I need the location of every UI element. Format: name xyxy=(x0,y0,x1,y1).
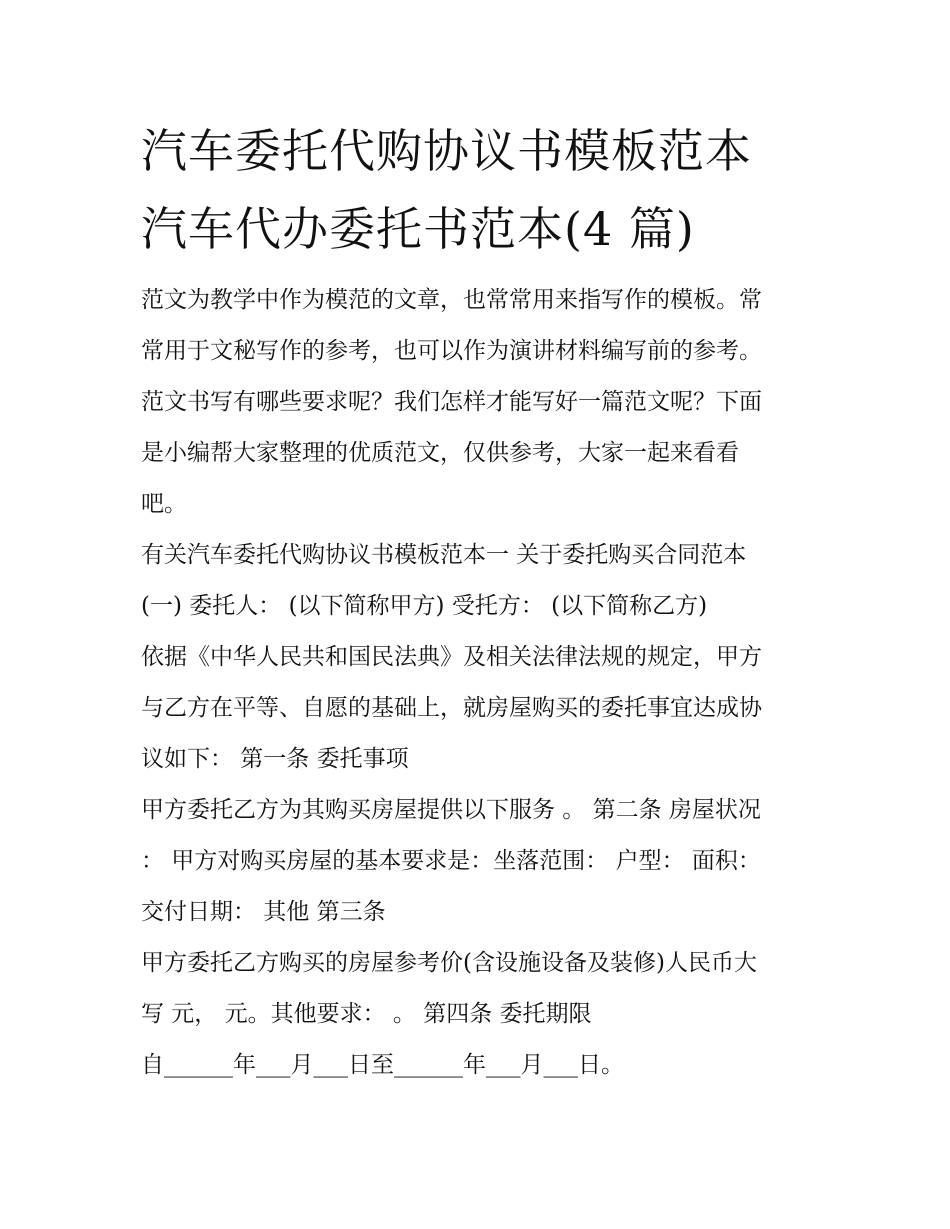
body-line-14: 甲方委托乙方购买的房屋参考价(含设施设备及装修)人民币大 xyxy=(141,950,757,976)
body-line-11: 甲方委托乙方为其购买房屋提供以下服务 。 第二条 房屋状况 xyxy=(141,797,761,823)
title-line-1: 汽车委托代购协议书模板范本 xyxy=(141,124,752,178)
body-line-4: 是小编帮大家整理的优质范文，仅供参考，大家一起来看看 xyxy=(141,440,739,466)
document-title xyxy=(141,112,841,268)
body-line-12: ： 甲方对购买房屋的基本要求是：坐落范围： 户型： 面积： xyxy=(141,848,761,874)
title-line-2: 汽车代办委托书范本(4 篇) xyxy=(141,202,695,256)
body-line-1: 范文为教学中作为模范的文章，也常常用来指写作的模板。常 xyxy=(141,287,762,313)
body-line-16: 自______年___月___日至______年___月___日。 xyxy=(141,1052,624,1078)
body-line-5: 吧。 xyxy=(141,491,187,517)
body-line-15: 写 元， 元。其他要求： 。 第四条 委托期限 xyxy=(141,1001,592,1027)
body-line-9: 与乙方在平等、自愿的基础上，就房屋购买的委托事宜达成协 xyxy=(141,695,762,721)
body-line-10: 议如下： 第一条 委托事项 xyxy=(141,746,409,772)
body-line-8: 依据《中华人民共和国民法典》及相关法律法规的规定，甲方 xyxy=(141,644,762,670)
body-line-13: 交付日期： 其他 第三条 xyxy=(141,899,386,925)
body-line-7: (一) 委托人： (以下简称甲方) 受托方： (以下简称乙方) xyxy=(141,593,708,619)
body-line-3: 范文书写有哪些要求呢？我们怎样才能写好一篇范文呢？下面 xyxy=(141,389,762,415)
body-line-2: 常用于文秘写作的参考，也可以作为演讲材料编写前的参考。 xyxy=(141,338,762,364)
body-line-6: 有关汽车委托代购协议书模板范本一 关于委托购买合同范本 xyxy=(141,542,747,568)
